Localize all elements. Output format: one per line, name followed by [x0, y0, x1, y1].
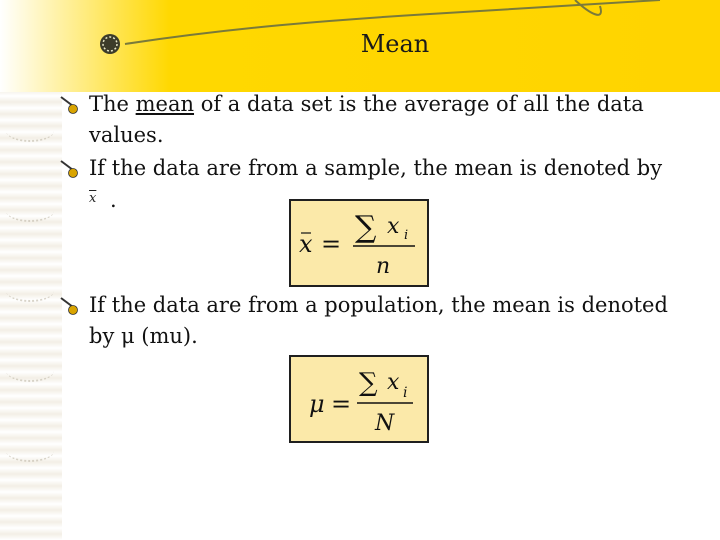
- bullet-population: [89, 290, 679, 352]
- sample-period: .: [110, 188, 117, 212]
- doodle-decoration: [6, 280, 54, 302]
- summation-symbol: ∑: [359, 368, 378, 398]
- doodle-decoration: [6, 440, 54, 462]
- summation-symbol: ∑: [355, 210, 377, 245]
- sample-mean-formula-graphic: [291, 201, 427, 285]
- bullet-marker-icon: [59, 297, 79, 315]
- bullet-sample: [89, 153, 679, 184]
- formula-equals: =: [331, 390, 352, 418]
- bullet-text: If the data are from a sample, the mean is denoted by: [89, 156, 663, 180]
- formula-subscript: i: [403, 385, 408, 401]
- slide-title: Mean: [360, 30, 430, 58]
- bullet-definition: [89, 89, 649, 151]
- bullet-marker-icon: [59, 160, 79, 178]
- formula-equals: =: [321, 230, 342, 258]
- formula-lhs: x: [299, 230, 313, 258]
- mean-term: mean: [135, 92, 195, 116]
- formula-subscript: i: [404, 228, 409, 243]
- formula-term: x: [387, 214, 400, 239]
- sample-mean-formula: [289, 199, 429, 287]
- bullet-text-end: of a data set is the average of all the data values.: [89, 92, 644, 147]
- header-swirl-curl: [575, 0, 601, 15]
- x-bar-symbol: $\overline{x}$: [89, 191, 97, 206]
- formula-term: x: [387, 370, 400, 395]
- population-mean-formula-graphic: [291, 357, 427, 441]
- doodle-decoration: [6, 120, 54, 142]
- bullet-text-start: The: [89, 92, 136, 116]
- bullet-marker-icon: [59, 96, 79, 114]
- bullet-text: If the data are from a population, the mean is denoted by μ (mu).: [89, 293, 668, 348]
- doodle-decoration: [6, 360, 54, 382]
- formula-denominator: N: [375, 411, 395, 436]
- doodle-decoration: [6, 200, 54, 222]
- population-mean-formula: [289, 355, 429, 443]
- sample-mean-symbol: [89, 191, 96, 206]
- formula-denominator: n: [376, 254, 391, 279]
- formula-lhs: μ: [309, 390, 325, 418]
